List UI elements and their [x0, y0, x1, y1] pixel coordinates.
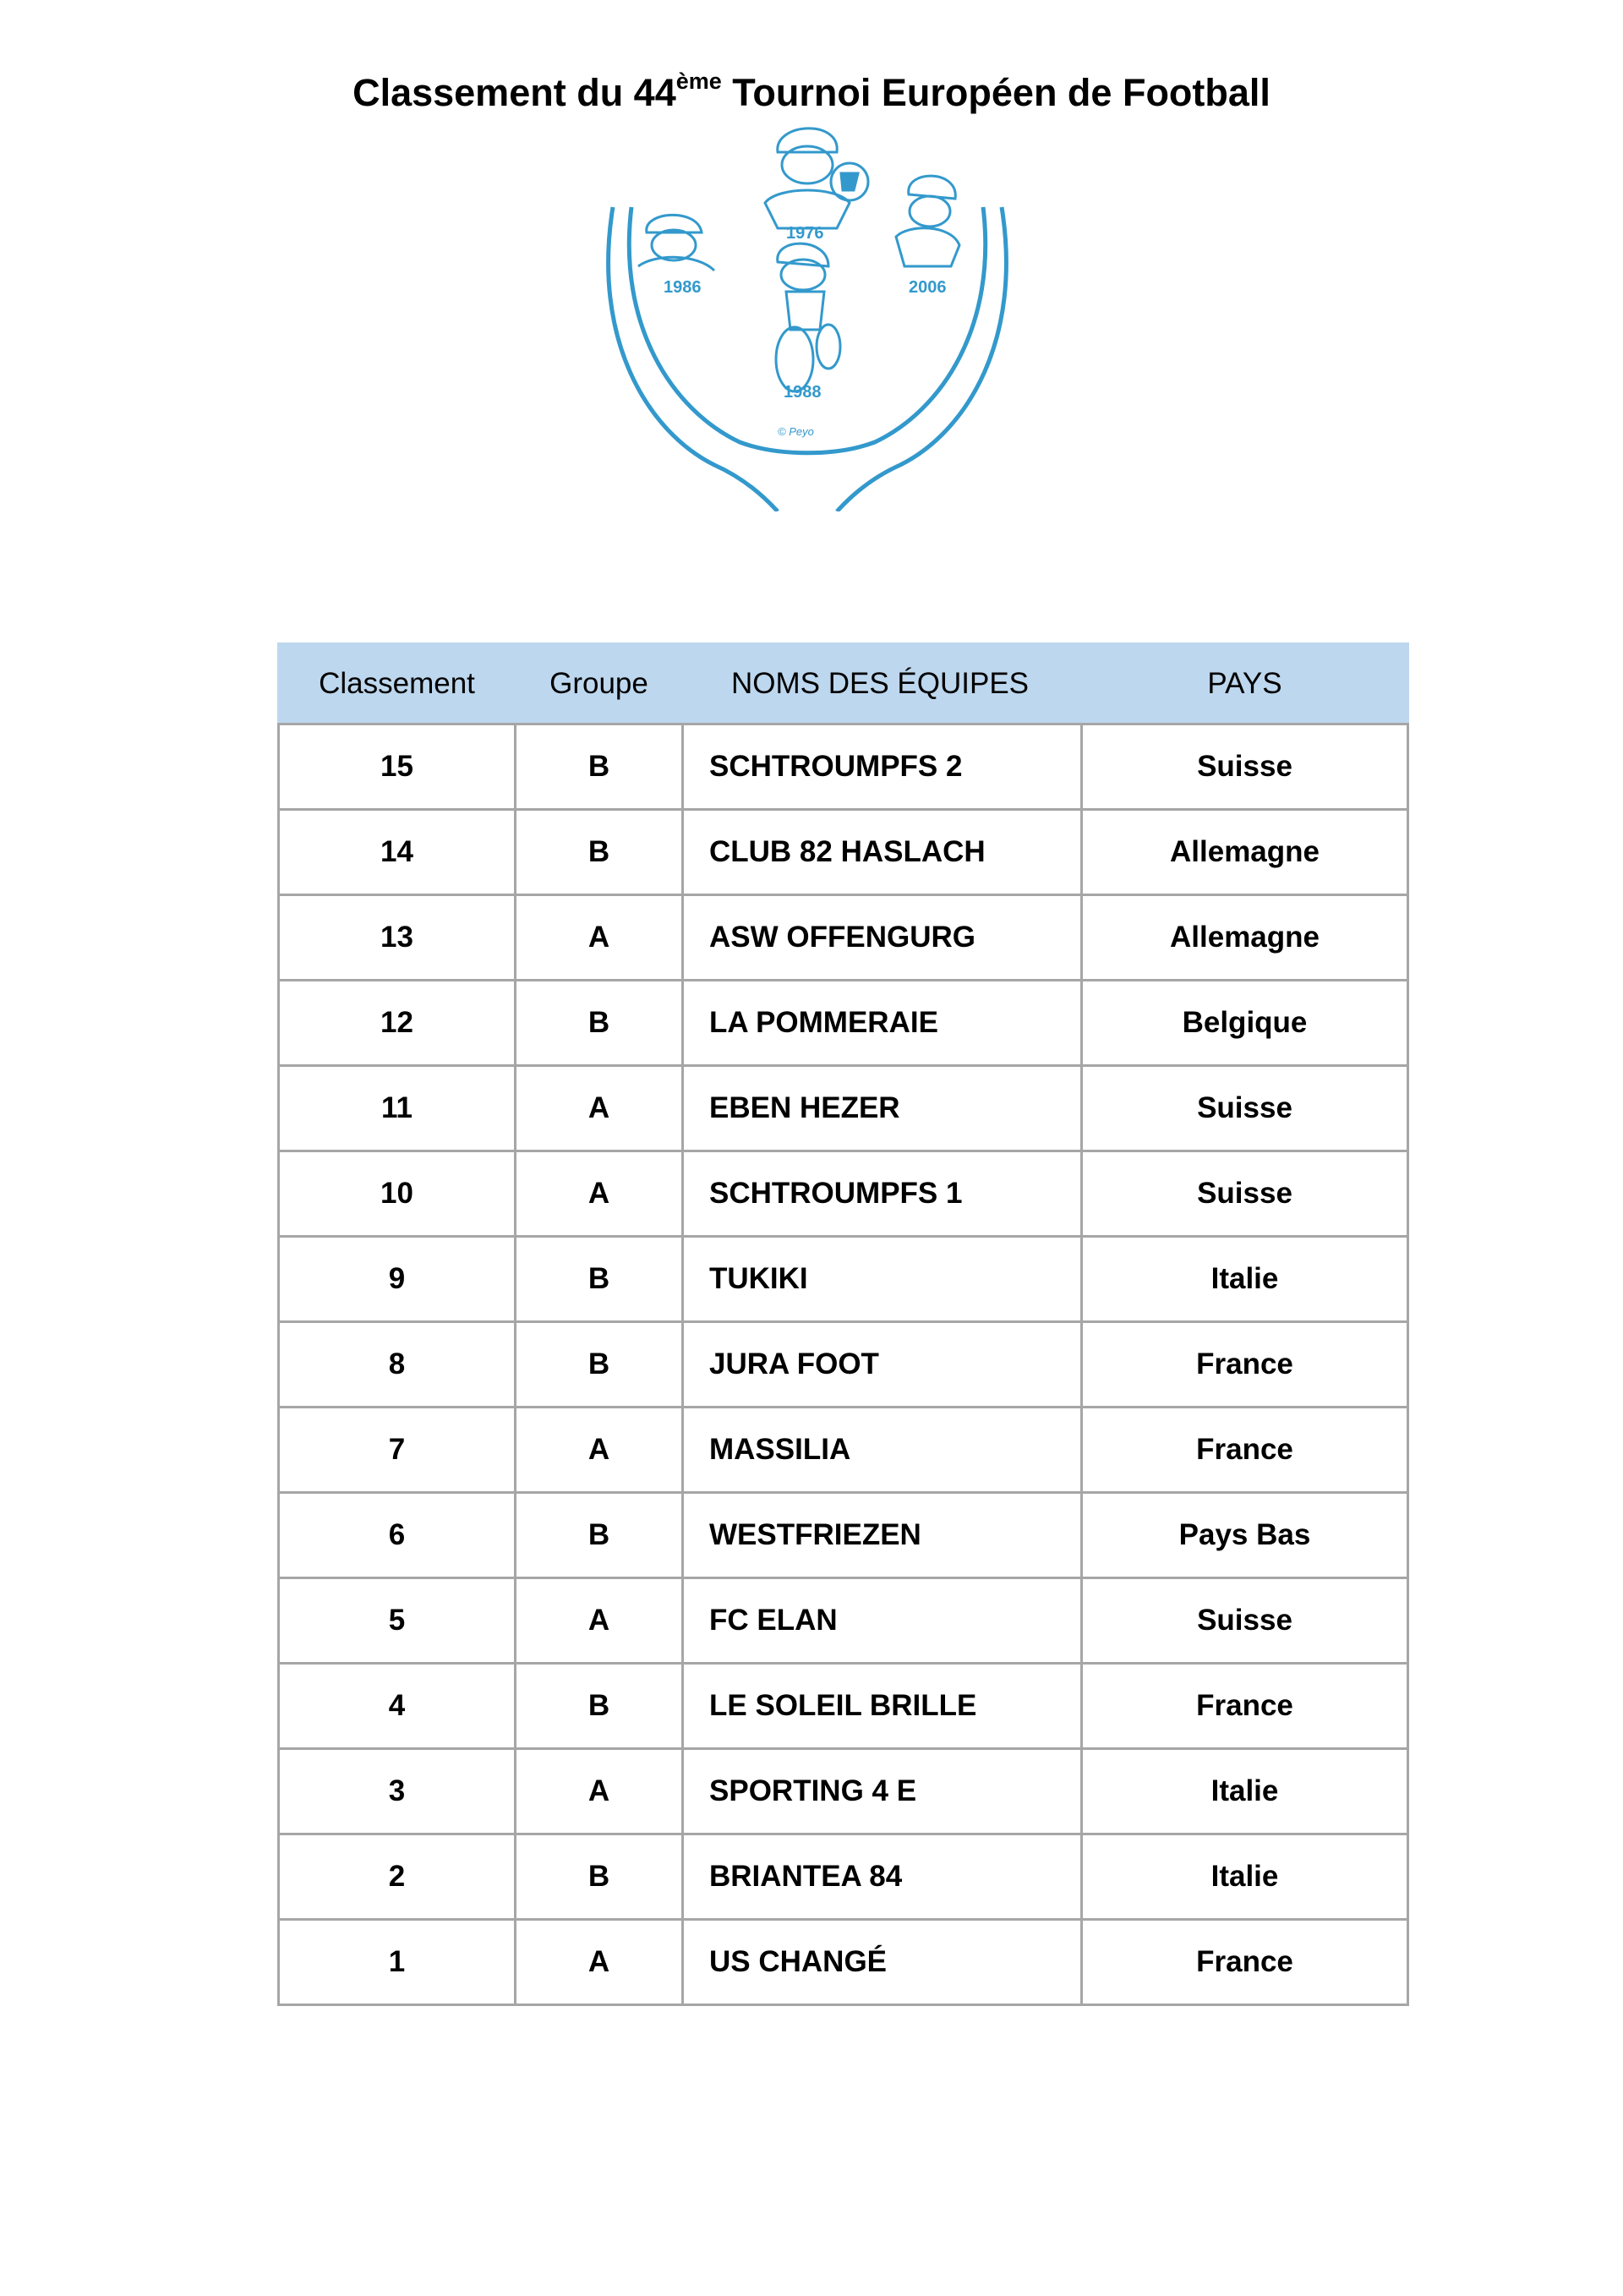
group-cell: A	[516, 1151, 683, 1237]
table-row	[279, 1408, 1408, 1493]
team-name-cell: JURA FOOT	[683, 1322, 1082, 1408]
table-row	[279, 1920, 1408, 2005]
group-cell: A	[516, 1578, 683, 1664]
group-cell: B	[516, 1322, 683, 1408]
team-name-cell: US CHANGÉ	[683, 1920, 1082, 2005]
country-cell: France	[1082, 1322, 1408, 1408]
group-cell: A	[516, 1066, 683, 1151]
team-name-cell: FC ELAN	[683, 1578, 1082, 1664]
table-row	[279, 895, 1408, 981]
logo-year-1986: 1986	[664, 278, 702, 297]
rank-cell: 11	[279, 1066, 516, 1151]
group-cell: A	[516, 1920, 683, 2005]
team-name-cell: CLUB 82 HASLACH	[683, 810, 1082, 895]
country-cell: Suisse	[1082, 724, 1408, 810]
country-cell: Belgique	[1082, 981, 1408, 1066]
ranking-table	[277, 642, 1409, 2006]
header-pays: PAYS	[1082, 644, 1408, 724]
table-row	[279, 1151, 1408, 1237]
group-cell: B	[516, 1834, 683, 1920]
team-name-cell: SCHTROUMPFS 1	[683, 1151, 1082, 1237]
team-name-cell: SPORTING 4 E	[683, 1749, 1082, 1834]
rank-cell: 3	[279, 1749, 516, 1834]
table-header-row	[279, 644, 1408, 724]
country-cell: Italie	[1082, 1834, 1408, 1920]
country-cell: Suisse	[1082, 1578, 1408, 1664]
group-cell: B	[516, 1237, 683, 1322]
title-prefix: Classement du 44	[352, 71, 676, 114]
rank-cell: 1	[279, 1920, 516, 2005]
rank-cell: 7	[279, 1408, 516, 1493]
rank-cell: 14	[279, 810, 516, 895]
rank-cell: 6	[279, 1493, 516, 1578]
table-row	[279, 1493, 1408, 1578]
title-superscript: ème	[675, 68, 722, 94]
table-row	[279, 1749, 1408, 1834]
logo-year-1976: 1976	[786, 224, 824, 243]
team-name-cell: LA POMMERAIE	[683, 981, 1082, 1066]
team-name-cell: EBEN HEZER	[683, 1066, 1082, 1151]
country-cell: France	[1082, 1664, 1408, 1749]
table-row	[279, 1322, 1408, 1408]
logo-year-1988: 1988	[784, 383, 822, 402]
team-name-cell: WESTFRIEZEN	[683, 1493, 1082, 1578]
logo-year-2006: 2006	[909, 278, 947, 297]
table-row	[279, 1834, 1408, 1920]
header-classement: Classement	[279, 644, 516, 724]
country-cell: Suisse	[1082, 1151, 1408, 1237]
group-cell: A	[516, 895, 683, 981]
table-row	[279, 1664, 1408, 1749]
title-suffix: Tournoi Européen de Football	[721, 71, 1271, 114]
logo-signature: © Peyo	[778, 425, 814, 438]
country-cell: France	[1082, 1920, 1408, 2005]
group-cell: A	[516, 1749, 683, 1834]
rank-cell: 5	[279, 1578, 516, 1664]
rank-cell: 10	[279, 1151, 516, 1237]
header-noms-des-equipes: NOMS DES ÉQUIPES	[683, 644, 1082, 724]
team-name-cell: ASW OFFENGURG	[683, 895, 1082, 981]
group-cell: B	[516, 724, 683, 810]
group-cell: B	[516, 1493, 683, 1578]
team-name-cell: MASSILIA	[683, 1408, 1082, 1493]
team-name-cell: TUKIKI	[683, 1237, 1082, 1322]
table-body	[279, 724, 1408, 2005]
rank-cell: 15	[279, 724, 516, 810]
table-row	[279, 810, 1408, 895]
rank-cell: 4	[279, 1664, 516, 1749]
table-row	[279, 1578, 1408, 1664]
country-cell: Allemagne	[1082, 895, 1408, 981]
header-groupe: Groupe	[516, 644, 683, 724]
table-row	[279, 1066, 1408, 1151]
country-cell: France	[1082, 1408, 1408, 1493]
table-row	[279, 724, 1408, 810]
group-cell: A	[516, 1408, 683, 1493]
table-row	[279, 1237, 1408, 1322]
rank-cell: 9	[279, 1237, 516, 1322]
rank-cell: 2	[279, 1834, 516, 1920]
group-cell: B	[516, 981, 683, 1066]
country-cell: Pays Bas	[1082, 1493, 1408, 1578]
country-cell: Allemagne	[1082, 810, 1408, 895]
group-cell: B	[516, 1664, 683, 1749]
table-row	[279, 981, 1408, 1066]
country-cell: Suisse	[1082, 1066, 1408, 1151]
team-name-cell: SCHTROUMPFS 2	[683, 724, 1082, 810]
rank-cell: 12	[279, 981, 516, 1066]
team-name-cell: LE SOLEIL BRILLE	[683, 1664, 1082, 1749]
team-name-cell: BRIANTEA 84	[683, 1834, 1082, 1920]
country-cell: Italie	[1082, 1237, 1408, 1322]
country-cell: Italie	[1082, 1749, 1408, 1834]
group-cell: B	[516, 810, 683, 895]
rank-cell: 8	[279, 1322, 516, 1408]
smurfs-tournament-logo	[596, 118, 1019, 511]
rank-cell: 13	[279, 895, 516, 981]
